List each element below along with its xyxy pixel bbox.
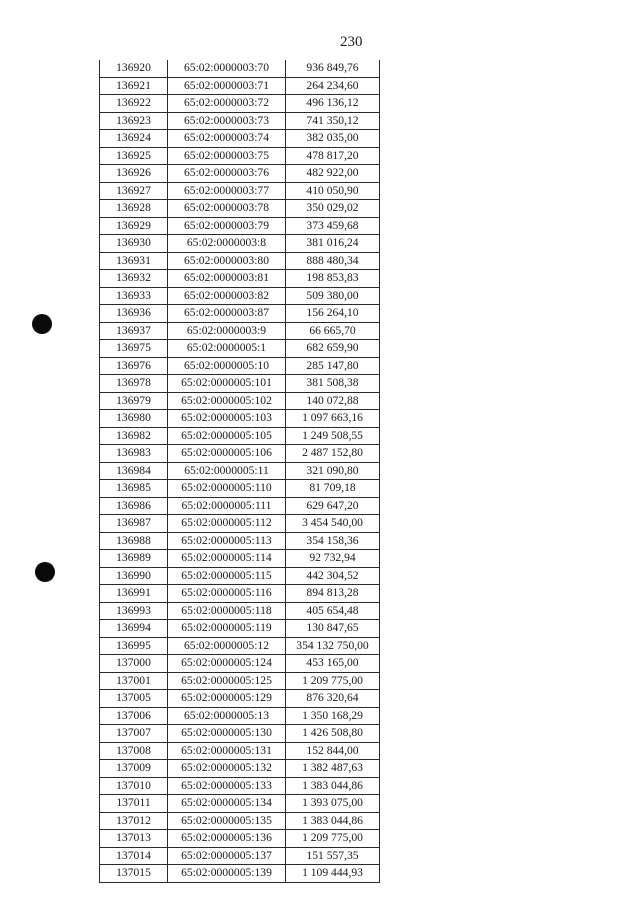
cadastral-number-cell: 65:02:0000005:134: [168, 795, 286, 813]
row-number-cell: 136925: [100, 147, 168, 165]
table-row: [100, 620, 380, 638]
table-row: [100, 567, 380, 585]
row-number-cell: 136989: [100, 550, 168, 568]
row-number-cell: 137001: [100, 672, 168, 690]
cadastral-number-cell: 65:02:0000005:103: [168, 410, 286, 428]
table-row: [100, 865, 380, 883]
cadastral-value-cell: 382 035,00: [286, 130, 380, 148]
table-row: [100, 147, 380, 165]
table-row: [100, 550, 380, 568]
table-row: [100, 847, 380, 865]
row-number-cell: 136990: [100, 567, 168, 585]
cadastral-value-cell: 264 234,60: [286, 77, 380, 95]
table-row: [100, 322, 380, 340]
cadastral-number-cell: 65:02:0000003:72: [168, 95, 286, 113]
row-number-cell: 137007: [100, 725, 168, 743]
cadastral-number-cell: 65:02:0000003:81: [168, 270, 286, 288]
table-row: [100, 305, 380, 323]
row-number-cell: 136982: [100, 427, 168, 445]
row-number-cell: 136975: [100, 340, 168, 358]
cadastral-value-cell: 1 350 168,29: [286, 707, 380, 725]
cadastral-value-cell: 354 158,36: [286, 532, 380, 550]
row-number-cell: 137011: [100, 795, 168, 813]
cadastral-number-cell: 65:02:0000003:8: [168, 235, 286, 253]
row-number-cell: 136922: [100, 95, 168, 113]
table-row: [100, 427, 380, 445]
cadastral-value-cell: 66 665,70: [286, 322, 380, 340]
table-row: [100, 357, 380, 375]
page-number: 230: [340, 34, 363, 50]
cadastral-value-cell: 1 382 487,63: [286, 760, 380, 778]
table-row: [100, 235, 380, 253]
cadastral-number-cell: 65:02:0000005:101: [168, 375, 286, 393]
row-number-cell: 136937: [100, 322, 168, 340]
cadastral-number-cell: 65:02:0000003:73: [168, 112, 286, 130]
table-row: [100, 742, 380, 760]
cadastral-value-cell: 350 029,02: [286, 200, 380, 218]
cadastral-number-cell: 65:02:0000003:80: [168, 252, 286, 270]
table-row: [100, 637, 380, 655]
row-number-cell: 137014: [100, 847, 168, 865]
row-number-cell: 136987: [100, 515, 168, 533]
cadastral-number-cell: 65:02:0000003:87: [168, 305, 286, 323]
table-row: [100, 410, 380, 428]
table-row: [100, 777, 380, 795]
table-row: [100, 217, 380, 235]
row-number-cell: 136926: [100, 165, 168, 183]
cadastral-number-cell: 65:02:0000003:74: [168, 130, 286, 148]
row-number-cell: 136932: [100, 270, 168, 288]
row-number-cell: 137010: [100, 777, 168, 795]
cadastral-number-cell: 65:02:0000005:135: [168, 812, 286, 830]
row-number-cell: 136929: [100, 217, 168, 235]
row-number-cell: 136920: [100, 60, 168, 77]
table-row: [100, 375, 380, 393]
cadastral-number-cell: 65:02:0000005:10: [168, 357, 286, 375]
cadastral-number-cell: 65:02:0000003:9: [168, 322, 286, 340]
cadastral-number-cell: 65:02:0000003:75: [168, 147, 286, 165]
cadastral-value-cell: 405 654,48: [286, 602, 380, 620]
row-number-cell: 136983: [100, 445, 168, 463]
row-number-cell: 136921: [100, 77, 168, 95]
row-number-cell: 137005: [100, 690, 168, 708]
table-row: [100, 462, 380, 480]
row-number-cell: 137006: [100, 707, 168, 725]
cadastral-value-cell: 936 849,76: [286, 60, 380, 77]
cadastral-number-cell: 65:02:0000005:13: [168, 707, 286, 725]
table-row: [100, 585, 380, 603]
table-row: [100, 795, 380, 813]
cadastral-number-cell: 65:02:0000005:111: [168, 497, 286, 515]
cadastral-number-cell: 65:02:0000005:136: [168, 830, 286, 848]
cadastral-number-cell: 65:02:0000003:76: [168, 165, 286, 183]
table-row: [100, 340, 380, 358]
table-row: [100, 95, 380, 113]
table-row: [100, 725, 380, 743]
row-number-cell: 136980: [100, 410, 168, 428]
cadastral-number-cell: 65:02:0000005:110: [168, 480, 286, 498]
cadastral-number-cell: 65:02:0000005:124: [168, 655, 286, 673]
table-row: [100, 165, 380, 183]
cadastral-number-cell: 65:02:0000005:131: [168, 742, 286, 760]
cadastral-number-cell: 65:02:0000005:113: [168, 532, 286, 550]
cadastral-value-cell: 321 090,80: [286, 462, 380, 480]
cadastral-value-cell: 381 508,38: [286, 375, 380, 393]
table-row: [100, 707, 380, 725]
cadastral-number-cell: 65:02:0000005:139: [168, 865, 286, 883]
table-row: [100, 112, 380, 130]
cadastral-value-cell: 198 853,83: [286, 270, 380, 288]
cadastral-number-cell: 65:02:0000005:137: [168, 847, 286, 865]
row-number-cell: 136991: [100, 585, 168, 603]
cadastral-number-cell: 65:02:0000005:114: [168, 550, 286, 568]
cadastral-value-cell: 373 459,68: [286, 217, 380, 235]
row-number-cell: 136979: [100, 392, 168, 410]
row-number-cell: 136985: [100, 480, 168, 498]
cadastral-value-cell: 876 320,64: [286, 690, 380, 708]
cadastral-number-cell: 65:02:0000005:12: [168, 637, 286, 655]
table-row: [100, 480, 380, 498]
cadastral-value-cell: 285 147,80: [286, 357, 380, 375]
cadastral-value-cell: 156 264,10: [286, 305, 380, 323]
cadastral-number-cell: 65:02:0000005:132: [168, 760, 286, 778]
table-row: [100, 60, 380, 77]
row-number-cell: 136993: [100, 602, 168, 620]
cadastral-value-cell: 629 647,20: [286, 497, 380, 515]
table-row: [100, 200, 380, 218]
row-number-cell: 136978: [100, 375, 168, 393]
table-row: [100, 602, 380, 620]
cadastral-value-cell: 509 380,00: [286, 287, 380, 305]
cadastral-number-cell: 65:02:0000005:125: [168, 672, 286, 690]
binder-hole-bottom: [35, 562, 55, 582]
cadastral-value-cell: 496 136,12: [286, 95, 380, 113]
cadastral-number-cell: 65:02:0000005:118: [168, 602, 286, 620]
table-row: [100, 252, 380, 270]
table-row: [100, 130, 380, 148]
table-row: [100, 77, 380, 95]
cadastral-value-cell: 1 393 075,00: [286, 795, 380, 813]
cadastral-value-cell: 410 050,90: [286, 182, 380, 200]
row-number-cell: 136988: [100, 532, 168, 550]
cadastral-value-cell: 682 659,90: [286, 340, 380, 358]
cadastral-value-cell: 482 922,00: [286, 165, 380, 183]
cadastral-value-cell: 1 109 444,93: [286, 865, 380, 883]
cadastral-number-cell: 65:02:0000003:79: [168, 217, 286, 235]
cadastral-value-cell: 741 350,12: [286, 112, 380, 130]
cadastral-number-cell: 65:02:0000005:116: [168, 585, 286, 603]
row-number-cell: 136986: [100, 497, 168, 515]
cadastral-number-cell: 65:02:0000003:77: [168, 182, 286, 200]
table-row: [100, 760, 380, 778]
cadastral-value-table: [99, 60, 380, 883]
cadastral-number-cell: 65:02:0000005:112: [168, 515, 286, 533]
cadastral-number-cell: 65:02:0000005:105: [168, 427, 286, 445]
row-number-cell: 136924: [100, 130, 168, 148]
row-number-cell: 136984: [100, 462, 168, 480]
cadastral-number-cell: 65:02:0000005:106: [168, 445, 286, 463]
row-number-cell: 136923: [100, 112, 168, 130]
row-number-cell: 136936: [100, 305, 168, 323]
row-number-cell: 136928: [100, 200, 168, 218]
row-number-cell: 136994: [100, 620, 168, 638]
cadastral-value-cell: 888 480,34: [286, 252, 380, 270]
cadastral-value-cell: 3 454 540,00: [286, 515, 380, 533]
cadastral-number-cell: 65:02:0000005:115: [168, 567, 286, 585]
row-number-cell: 136933: [100, 287, 168, 305]
row-number-cell: 136995: [100, 637, 168, 655]
cadastral-value-cell: 151 557,35: [286, 847, 380, 865]
table-row: [100, 270, 380, 288]
row-number-cell: 137015: [100, 865, 168, 883]
cadastral-value-cell: 1 209 775,00: [286, 672, 380, 690]
cadastral-value-cell: 1 383 044,86: [286, 812, 380, 830]
cadastral-value-cell: 92 732,94: [286, 550, 380, 568]
row-number-cell: 136930: [100, 235, 168, 253]
cadastral-number-cell: 65:02:0000003:71: [168, 77, 286, 95]
row-number-cell: 136927: [100, 182, 168, 200]
table-row: [100, 515, 380, 533]
table-row: [100, 830, 380, 848]
cadastral-number-cell: 65:02:0000005:11: [168, 462, 286, 480]
binder-hole-top: [32, 314, 52, 334]
cadastral-number-cell: 65:02:0000005:1: [168, 340, 286, 358]
cadastral-number-cell: 65:02:0000005:133: [168, 777, 286, 795]
row-number-cell: 137008: [100, 742, 168, 760]
cadastral-value-cell: 81 709,18: [286, 480, 380, 498]
row-number-cell: 136976: [100, 357, 168, 375]
table-row: [100, 812, 380, 830]
cadastral-value-cell: 152 844,00: [286, 742, 380, 760]
cadastral-value-cell: 1 426 508,80: [286, 725, 380, 743]
cadastral-value-cell: 442 304,52: [286, 567, 380, 585]
cadastral-number-cell: 65:02:0000005:129: [168, 690, 286, 708]
row-number-cell: 136931: [100, 252, 168, 270]
cadastral-value-cell: 140 072,88: [286, 392, 380, 410]
row-number-cell: 137009: [100, 760, 168, 778]
table-row: [100, 445, 380, 463]
cadastral-number-cell: 65:02:0000005:119: [168, 620, 286, 638]
cadastral-value-cell: 453 165,00: [286, 655, 380, 673]
cadastral-value-cell: 1 383 044,86: [286, 777, 380, 795]
table-row: [100, 392, 380, 410]
cadastral-value-cell: 894 813,28: [286, 585, 380, 603]
cadastral-value-cell: 1 249 508,55: [286, 427, 380, 445]
table-row: [100, 287, 380, 305]
cadastral-number-cell: 65:02:0000005:102: [168, 392, 286, 410]
cadastral-number-cell: 65:02:0000005:130: [168, 725, 286, 743]
row-number-cell: 137000: [100, 655, 168, 673]
cadastral-number-cell: 65:02:0000003:82: [168, 287, 286, 305]
table-row: [100, 497, 380, 515]
table-row: [100, 532, 380, 550]
table-body: [100, 60, 380, 882]
table-row: [100, 655, 380, 673]
cadastral-value-cell: 2 487 152,80: [286, 445, 380, 463]
cadastral-value-cell: 1 209 775,00: [286, 830, 380, 848]
cadastral-value-cell: 354 132 750,00: [286, 637, 380, 655]
cadastral-number-cell: 65:02:0000003:70: [168, 60, 286, 77]
table-row: [100, 182, 380, 200]
cadastral-value-cell: 130 847,65: [286, 620, 380, 638]
cadastral-value-cell: 1 097 663,16: [286, 410, 380, 428]
table-row: [100, 672, 380, 690]
row-number-cell: 137012: [100, 812, 168, 830]
cadastral-value-cell: 478 817,20: [286, 147, 380, 165]
cadastral-number-cell: 65:02:0000003:78: [168, 200, 286, 218]
row-number-cell: 137013: [100, 830, 168, 848]
table-row: [100, 690, 380, 708]
cadastral-value-cell: 381 016,24: [286, 235, 380, 253]
